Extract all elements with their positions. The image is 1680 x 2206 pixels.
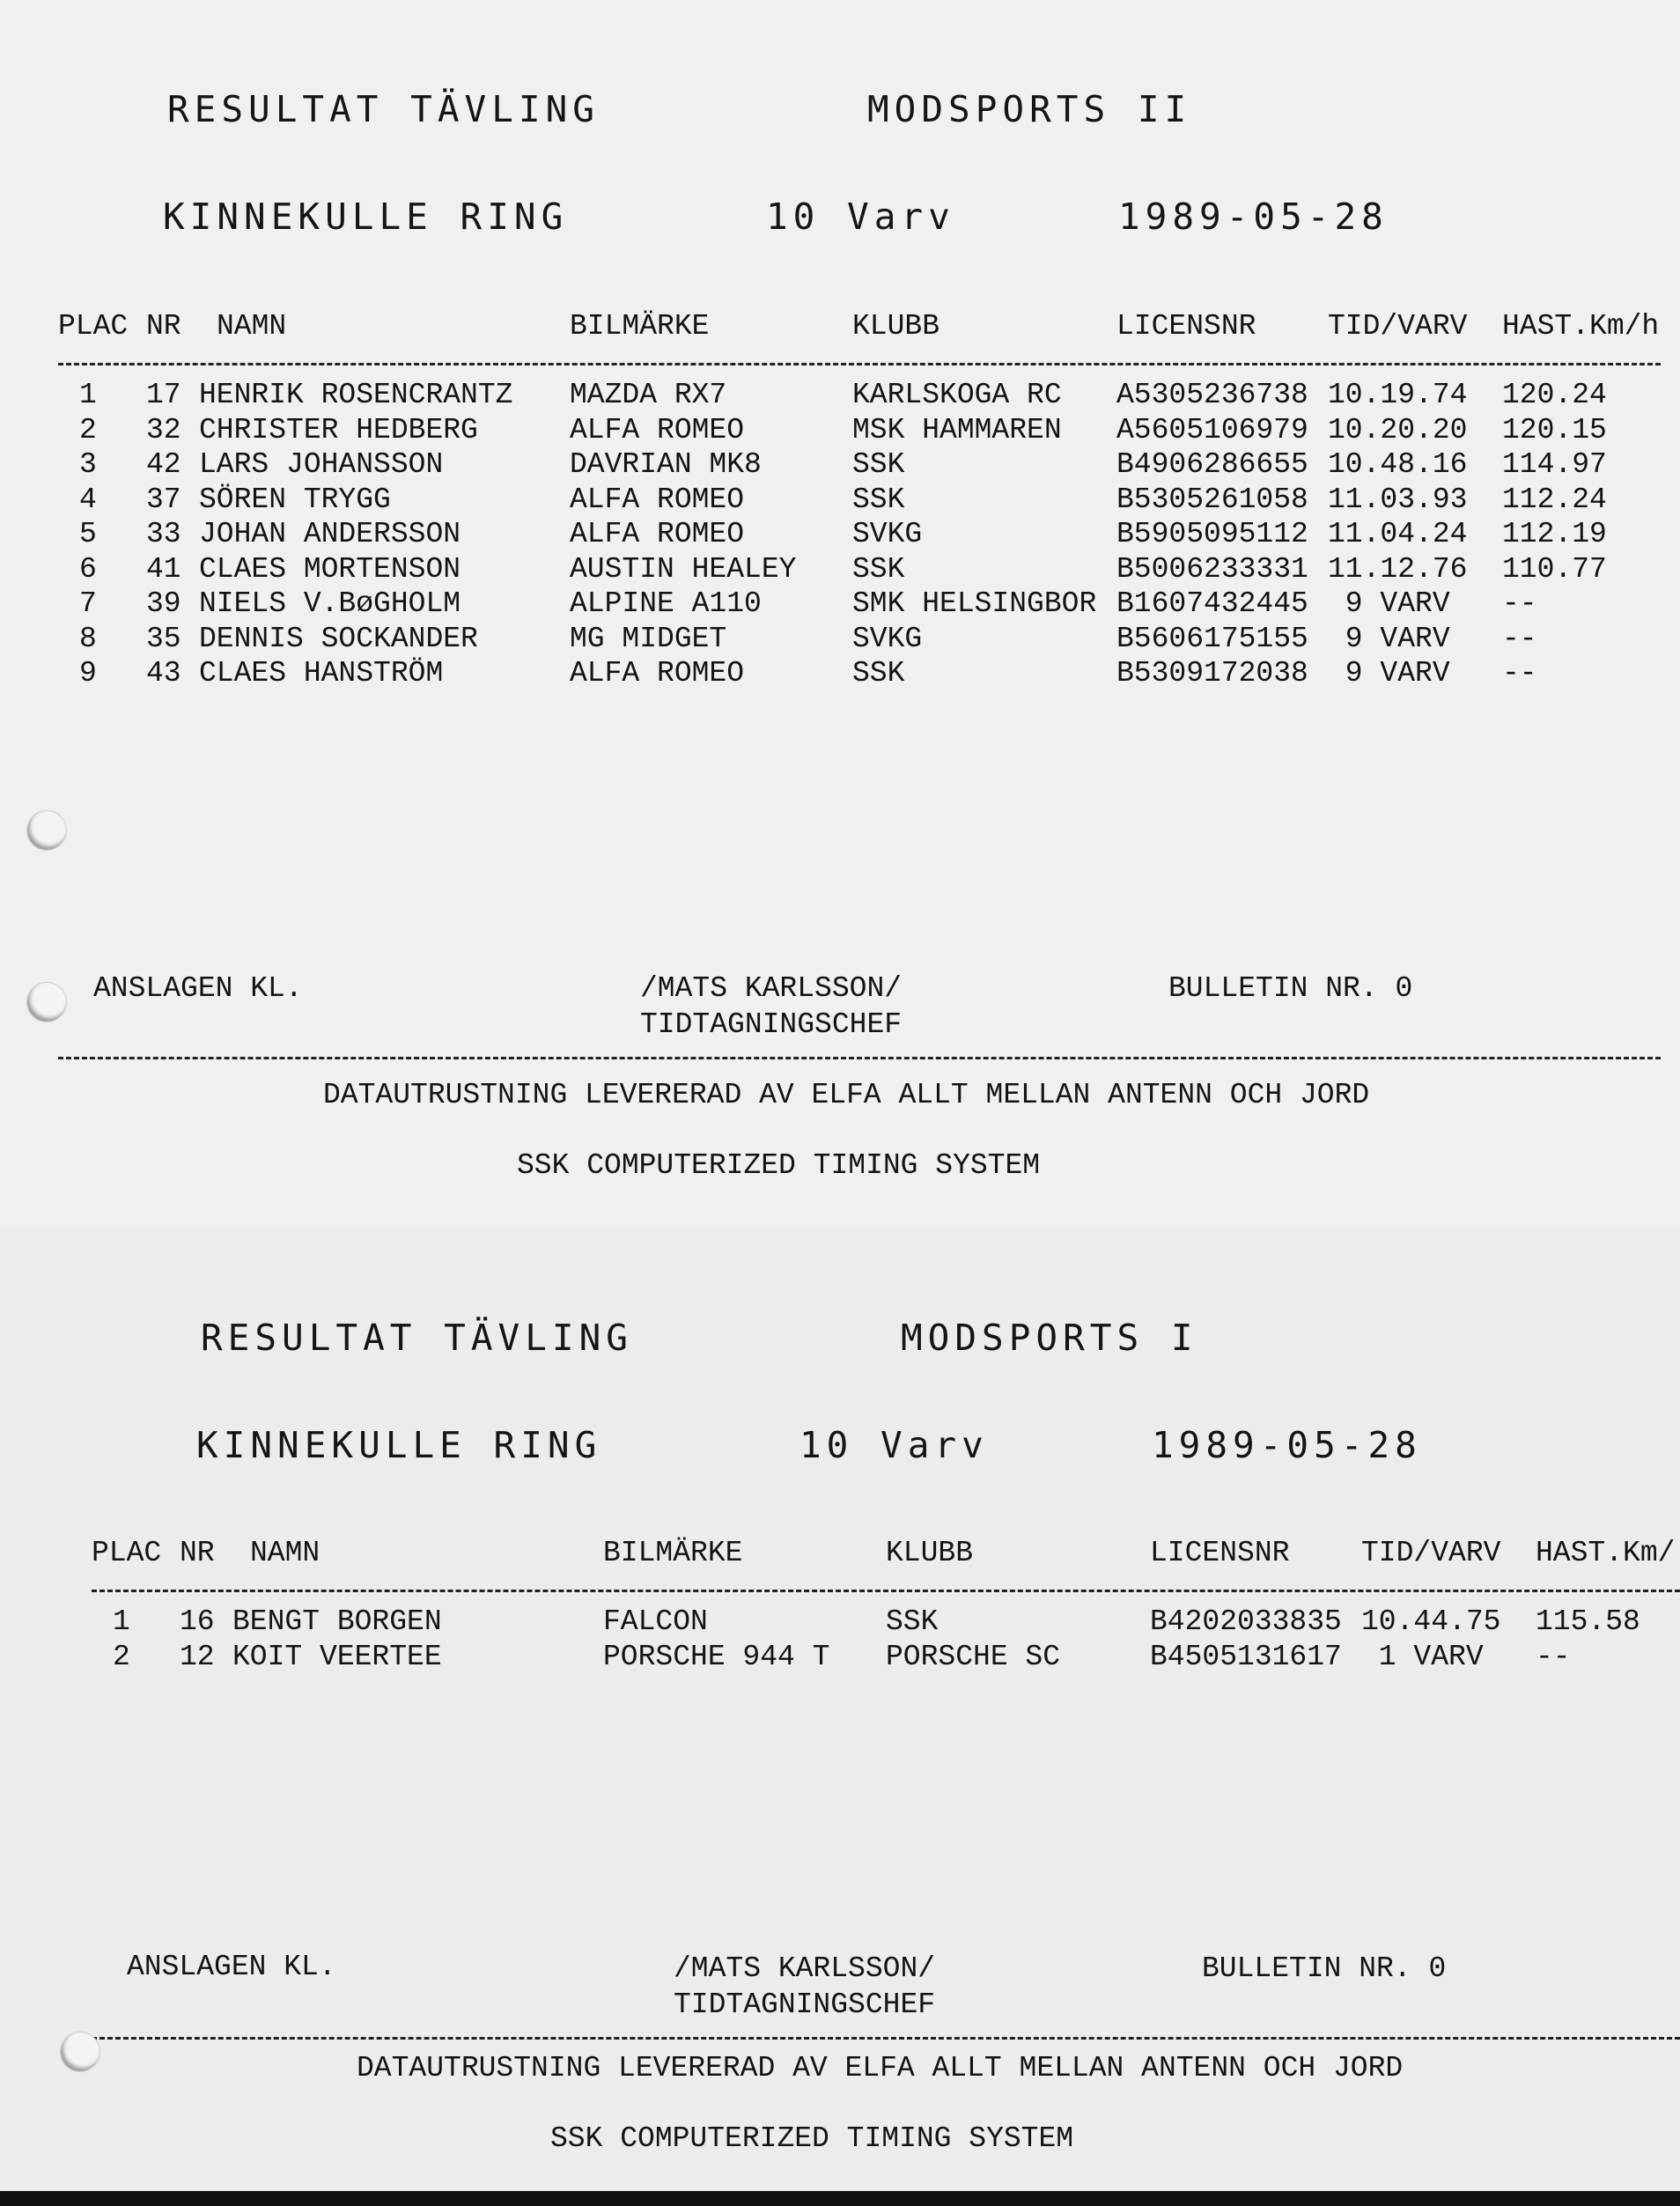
cell-klubb: KARLSKOGA RC xyxy=(852,379,1062,411)
header-divider xyxy=(58,363,1661,365)
cell-hast: -- xyxy=(1502,622,1537,655)
cell-plac: 1 xyxy=(113,1605,130,1638)
cell-lic: B4202033835 xyxy=(1150,1605,1342,1638)
cell-hast: 120.15 xyxy=(1502,413,1607,446)
cell-bil: MAZDA RX7 xyxy=(570,379,727,411)
table-row xyxy=(0,623,1647,656)
cell-nr: 17 xyxy=(146,379,181,411)
cell-namn: JOHAN ANDERSSON xyxy=(199,518,461,550)
cell-plac: 3 xyxy=(79,448,97,481)
footer-divider xyxy=(92,2037,1680,2040)
cell-lic: B4505131617 xyxy=(1150,1640,1342,1673)
table-row xyxy=(0,587,1647,621)
cell-bil: ALFA ROMEO xyxy=(570,483,745,516)
cell-namn: CLAES HANSTRÖM xyxy=(199,657,444,690)
cell-tid: 10.19.74 xyxy=(1328,379,1468,411)
cell-tid: 9 VARV xyxy=(1328,622,1450,655)
class-title: MODSPORTS II xyxy=(867,88,1192,130)
cell-klubb: PORSCHE SC xyxy=(886,1640,1061,1673)
column-header-row xyxy=(0,310,1680,345)
cell-plac: 5 xyxy=(79,518,97,550)
cell-tid: 1 VARV xyxy=(1361,1640,1484,1673)
table-row xyxy=(0,448,1647,482)
cell-hast: 112.19 xyxy=(1502,518,1607,550)
table-row xyxy=(33,1641,1680,1674)
header-divider xyxy=(92,1590,1680,1592)
cell-bil: ALFA ROMEO xyxy=(570,413,745,446)
cell-klubb: SSK xyxy=(852,483,905,516)
results-sheet-modsports-1 xyxy=(0,1228,1680,2206)
cell-namn: HENRIK ROSENCRANTZ xyxy=(199,379,513,411)
laps: 10 Varv xyxy=(799,1424,989,1466)
cell-namn: LARS JOHANSSON xyxy=(199,448,444,481)
cell-plac: 1 xyxy=(79,379,97,411)
cell-bil: FALCON xyxy=(603,1605,708,1638)
race-date: 1989-05-28 xyxy=(1152,1424,1422,1466)
cell-lic: B5606175155 xyxy=(1116,622,1308,655)
cell-nr: 42 xyxy=(146,448,181,481)
cell-plac: 8 xyxy=(79,622,97,655)
col-licensnr: LICENSNR xyxy=(1116,310,1256,343)
cell-namn: NIELS V.BøGHOLM xyxy=(199,587,461,620)
sponsor-line: DATAUTRUSTNING LEVERERAD AV ELFA ALLT MELLAN ANTENN OCH JORD xyxy=(357,2052,1404,2084)
cell-tid: 11.12.76 xyxy=(1328,552,1468,586)
table-row xyxy=(0,483,1647,517)
title-left: RESULTAT TÄVLING xyxy=(167,88,600,130)
binder-hole xyxy=(60,2032,100,2072)
cell-klubb: SSK xyxy=(886,1605,939,1638)
table-row xyxy=(0,657,1647,690)
table-row xyxy=(0,379,1647,412)
col-bilmarke: BILMÄRKE xyxy=(570,310,710,343)
system-line: SSK COMPUTERIZED TIMING SYSTEM xyxy=(550,2122,1074,2155)
cell-namn: BENGT BORGEN xyxy=(232,1605,442,1638)
cell-bil: ALFA ROMEO xyxy=(570,518,745,550)
cell-bil: AUSTIN HEALEY xyxy=(570,552,797,586)
cell-plac: 2 xyxy=(79,413,97,446)
cell-tid: 11.04.24 xyxy=(1328,518,1468,550)
cell-bil: DAVRIAN MK8 xyxy=(570,448,762,481)
cell-bil: ALFA ROMEO xyxy=(570,657,745,690)
cell-klubb: SSK xyxy=(852,552,905,586)
cell-klubb: SVKG xyxy=(852,518,923,550)
cell-plac: 9 xyxy=(79,657,97,690)
table-row xyxy=(0,553,1647,587)
col-klubb: KLUBB xyxy=(852,310,940,343)
cell-hast: 110.77 xyxy=(1502,552,1607,586)
cell-klubb: MSK HAMMAREN xyxy=(852,413,1062,446)
cell-hast: 112.24 xyxy=(1502,483,1607,516)
binder-hole xyxy=(26,982,67,1022)
signature-title: TIDTAGNINGSCHEF xyxy=(674,1988,936,2021)
bulletin: BULLETIN NR. 0 xyxy=(1168,972,1413,1005)
signature: /MATS KARLSSON/ xyxy=(640,972,903,1005)
cell-lic: B4906286655 xyxy=(1116,448,1308,481)
col-licensnr: LICENSNR xyxy=(1150,1537,1290,1569)
bulletin: BULLETIN NR. 0 xyxy=(1202,1952,1447,1985)
cell-hast: 115.58 xyxy=(1536,1605,1640,1638)
col-plac: PLAC xyxy=(92,1537,162,1569)
cell-lic: B5309172038 xyxy=(1116,657,1308,690)
table-row xyxy=(0,414,1647,447)
cell-nr: 12 xyxy=(180,1640,215,1673)
cell-nr: 43 xyxy=(146,657,181,690)
cell-bil: ALPINE A110 xyxy=(570,587,762,620)
cell-nr: 16 xyxy=(180,1605,215,1638)
cell-tid: 9 VARV xyxy=(1328,657,1450,690)
cell-bil: MG MIDGET xyxy=(570,622,727,655)
cell-bil: PORSCHE 944 T xyxy=(603,1640,830,1673)
title-left: RESULTAT TÄVLING xyxy=(201,1317,633,1359)
laps: 10 Varv xyxy=(766,196,955,238)
cell-namn: CHRISTER HEDBERG xyxy=(199,413,478,446)
cell-lic: A5605106979 xyxy=(1116,413,1308,446)
venue: KINNEKULLE RING xyxy=(163,196,569,238)
cell-lic: A5305236738 xyxy=(1116,379,1308,411)
cell-namn: DENNIS SOCKANDER xyxy=(199,622,478,655)
col-namn: NAMN xyxy=(250,1537,321,1569)
system-line: SSK COMPUTERIZED TIMING SYSTEM xyxy=(517,1149,1041,1182)
col-klubb: KLUBB xyxy=(886,1537,974,1569)
col-nr: NR xyxy=(180,1537,215,1569)
cell-nr: 35 xyxy=(146,622,181,655)
cell-plac: 4 xyxy=(79,483,97,516)
scan-edge xyxy=(0,2191,1680,2206)
col-tid-varv: TID/VARV xyxy=(1328,310,1468,343)
col-bilmarke: BILMÄRKE xyxy=(603,1537,743,1569)
col-tid-varv: TID/VARV xyxy=(1361,1537,1501,1569)
race-date: 1989-05-28 xyxy=(1118,196,1389,238)
col-nr: NR xyxy=(146,310,181,343)
cell-hast: 120.24 xyxy=(1502,379,1607,411)
cell-nr: 37 xyxy=(146,483,181,516)
cell-klubb: SSK xyxy=(852,657,905,690)
col-hast: HAST.Km/ xyxy=(1536,1537,1676,1569)
cell-namn: SÖREN TRYGG xyxy=(199,483,391,516)
cell-tid: 11.03.93 xyxy=(1328,483,1468,516)
cell-nr: 33 xyxy=(146,518,181,550)
posted-label: ANSLAGEN KL. xyxy=(127,1951,336,1983)
cell-lic: B5905095112 xyxy=(1116,518,1308,550)
cell-hast: -- xyxy=(1536,1640,1571,1673)
col-hast: HAST.Km/h xyxy=(1502,310,1660,343)
signature-title: TIDTAGNINGSCHEF xyxy=(640,1008,903,1041)
sponsor-line: DATAUTRUSTNING LEVERERAD AV ELFA ALLT MELLAN ANTENN OCH JORD xyxy=(323,1079,1370,1111)
class-title: MODSPORTS I xyxy=(901,1317,1198,1359)
cell-hast: 114.97 xyxy=(1502,448,1607,481)
cell-nr: 41 xyxy=(146,552,181,586)
signature: /MATS KARLSSON/ xyxy=(674,1952,936,1985)
table-row xyxy=(0,518,1647,551)
cell-tid: 10.44.75 xyxy=(1361,1605,1501,1638)
cell-klubb: SMK HELSINGBOR xyxy=(852,587,1097,620)
venue: KINNEKULLE RING xyxy=(196,1424,602,1466)
cell-tid: 10.48.16 xyxy=(1328,448,1468,481)
cell-hast: -- xyxy=(1502,657,1537,690)
cell-klubb: SVKG xyxy=(852,622,923,655)
cell-tid: 10.20.20 xyxy=(1328,413,1468,446)
cell-nr: 39 xyxy=(146,587,181,620)
col-namn: NAMN xyxy=(217,310,287,343)
col-plac: PLAC xyxy=(58,310,129,343)
cell-klubb: SSK xyxy=(852,448,905,481)
cell-lic: B5006233331 xyxy=(1116,552,1308,586)
cell-plac: 6 xyxy=(79,552,97,586)
column-header-row xyxy=(33,1537,1680,1572)
cell-lic: B1607432445 xyxy=(1116,587,1308,620)
cell-plac: 2 xyxy=(113,1640,130,1673)
posted-label: ANSLAGEN KL. xyxy=(93,972,303,1005)
cell-namn: KOIT VEERTEE xyxy=(232,1640,442,1673)
cell-plac: 7 xyxy=(79,587,97,620)
table-row xyxy=(33,1605,1680,1639)
cell-hast: -- xyxy=(1502,587,1537,620)
cell-nr: 32 xyxy=(146,413,181,446)
cell-lic: B5305261058 xyxy=(1116,483,1308,516)
footer-divider xyxy=(58,1057,1661,1059)
cell-tid: 9 VARV xyxy=(1328,587,1450,620)
binder-hole xyxy=(26,810,67,851)
cell-namn: CLAES MORTENSON xyxy=(199,552,461,586)
